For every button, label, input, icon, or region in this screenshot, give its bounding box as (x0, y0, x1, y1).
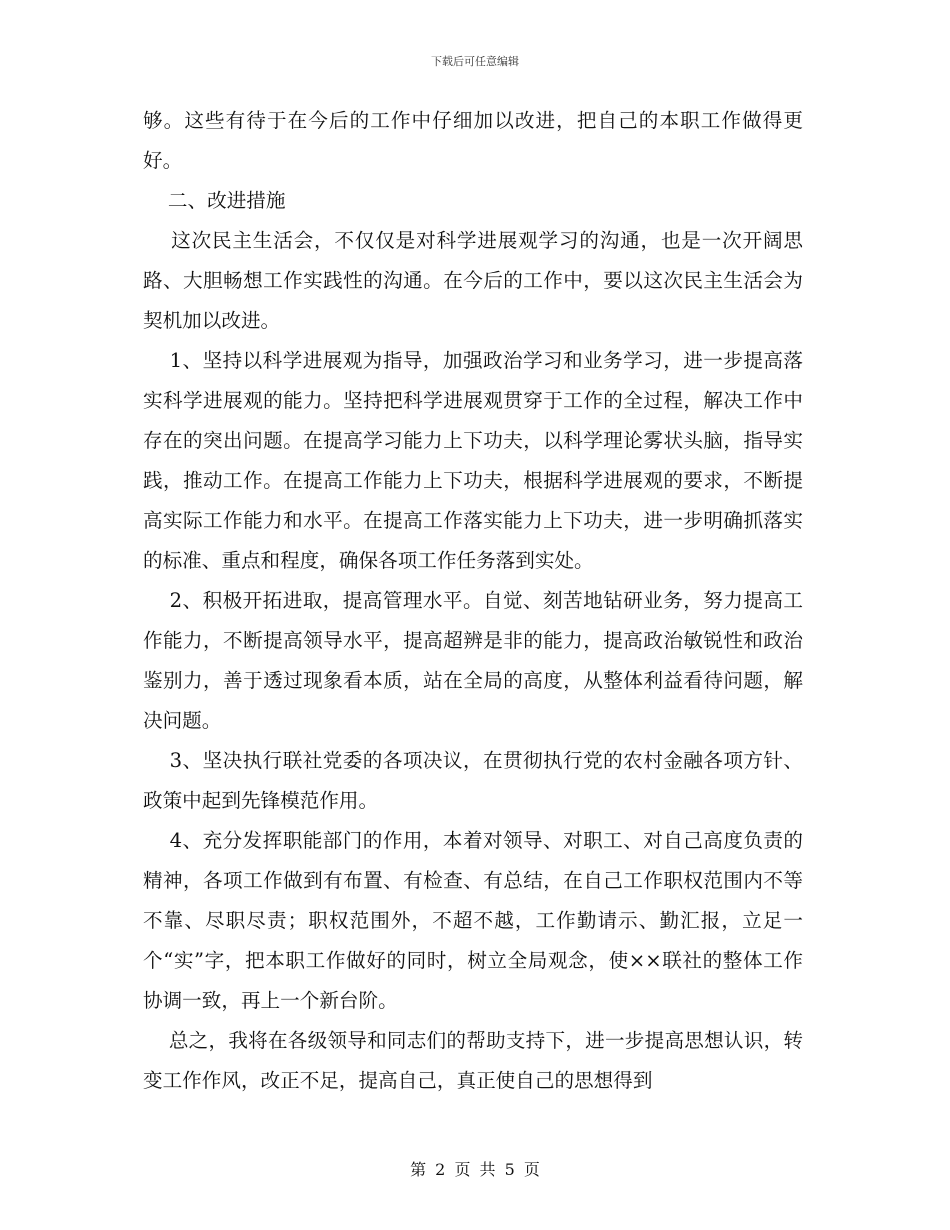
paragraph-item-2: 2、积极开拓进取，提高管理水平。自觉、刻苦地钻研业务，努力提高工作能力，不断提高领导水平，提高超辨是非的能力，提高政治敏锐性和政治鉴别力，善于透过现象看本质，站在全局的高度，从整体利益看待问题，解决问题。 (143, 589, 803, 732)
paragraph-item-1: 1、坚持以科学进展观为指导，加强政治学习和业务学习，进一步提高落实科学进展观的能力。坚持把科学进展观贯穿于工作的全过程，解决工作中存在的突出问题。在提高学习能力上下功夫，以科学理论雾状头脑，指导实践，推动工作。在提高工作能力上下功夫，根据科学进展观的要求，不断提高实际工作能力和水平。在提高工作落实能力上下功夫，进一步明确抓落实的标准、重点和程度，确保各项工作任务落到实处。 (143, 349, 803, 572)
paragraph-conclusion: 总之，我将在各级领导和同志们的帮助支持下，进一步提高思想认识，转变工作作风，改正不足，提高自己，真正使自己的思想得到 (143, 1029, 803, 1092)
document-body (143, 101, 803, 1101)
paragraph-item-4: 4、充分发挥职能部门的作用，本着对领导、对职工、对自己高度负责的精神，各项工作做到有布置、有检查、有总结，在自己工作职权范围内不等不靠、尽职尽责；职权范围外，不超不越，工作勤请示、勤汇报，立足一个“实”字，把本职工作做好的同时，树立全局观念，使××联社的整体工作协调一致，再上一个新台阶。 (143, 829, 803, 1012)
paragraph-continuation: 够。这些有待于在今后的工作中仔细加以改进，把自己的本职工作做得更好。 (143, 109, 803, 172)
page-number: 第 2 页 共 5 页 (410, 1160, 540, 1179)
paragraph-intro: 这次民主生活会，不仅仅是对科学进展观学习的沟通，也是一次开阔思路、大胆畅想工作实践性的沟通。在今后的工作中，要以这次民主生活会为契机加以改进。 (143, 229, 803, 332)
paragraph-item-3: 3、坚决执行联社党委的各项决议，在贯彻执行党的农村金融各项方针、政策中起到先锋模范作用。 (143, 749, 803, 812)
page-header: 下载后可任意编辑 (431, 55, 519, 68)
section-heading: 二、改进措施 (143, 189, 286, 212)
